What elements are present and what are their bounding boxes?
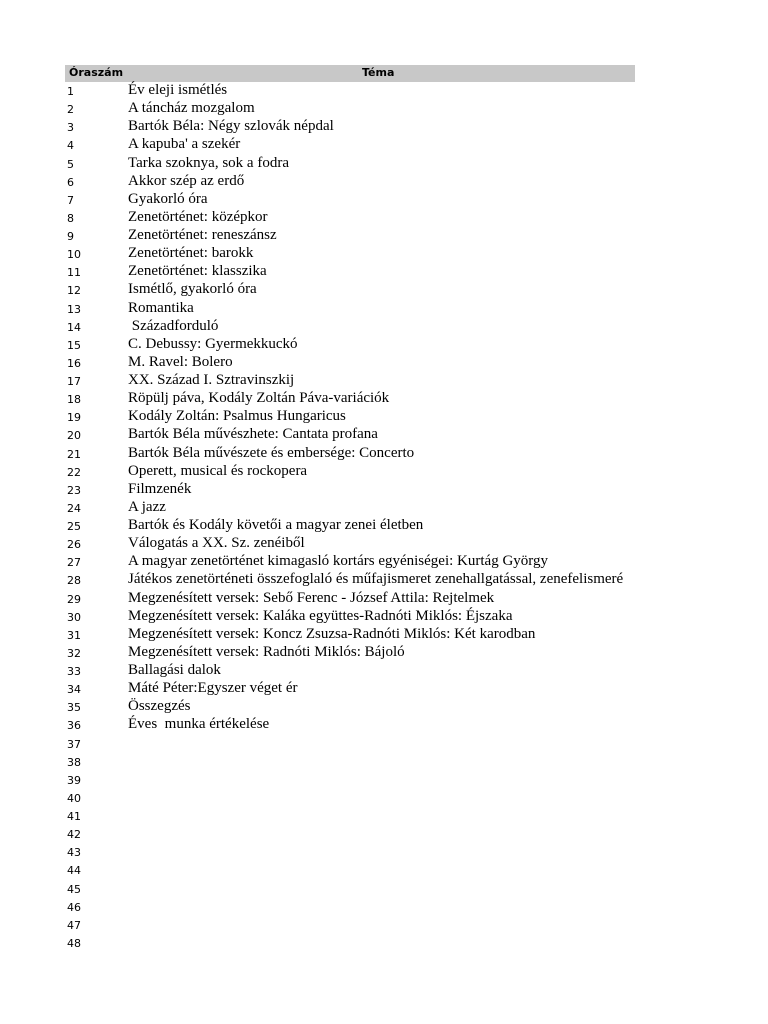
table-row <box>0 934 768 952</box>
table-row <box>0 173 768 191</box>
table-row <box>0 463 768 481</box>
table-row <box>0 680 768 698</box>
table-row <box>0 861 768 879</box>
table-header <box>65 65 635 82</box>
row-number: 6 <box>67 175 74 189</box>
row-topic: Megzenésített versek: Koncz Zsuzsa-Radnóti Miklós: Két karodban <box>128 625 536 642</box>
table-row <box>0 789 768 807</box>
table-row <box>0 227 768 245</box>
row-topic: Megzenésített versek: Radnóti Miklós: Bájoló <box>128 643 405 660</box>
table-row <box>0 136 768 154</box>
row-number: 36 <box>67 719 81 733</box>
row-number: 16 <box>67 356 81 370</box>
table-row <box>0 300 768 318</box>
row-number: 15 <box>67 338 81 352</box>
table-row <box>0 698 768 716</box>
table-row <box>0 499 768 517</box>
table-row <box>0 898 768 916</box>
row-number: 5 <box>67 157 74 171</box>
row-number: 14 <box>67 320 81 334</box>
table-row <box>0 336 768 354</box>
row-topic: Zenetörténet: reneszánsz <box>128 227 277 243</box>
row-number: 8 <box>67 211 74 225</box>
row-number: 38 <box>67 755 81 769</box>
row-topic: Tarka szoknya, sok a fodra <box>128 154 289 171</box>
table-row <box>0 880 768 898</box>
table-row <box>0 82 768 100</box>
row-number: 3 <box>67 121 74 135</box>
row-topic: Bartók Béla művészete és embersége: Concerto <box>128 444 415 461</box>
row-topic: Éves munka értékelése <box>128 716 270 733</box>
row-topic: Röpülj páva, Kodály Zoltán Páva-variációk <box>128 390 390 407</box>
row-number: 19 <box>67 411 81 425</box>
table-row <box>0 735 768 753</box>
row-number: 11 <box>67 266 81 280</box>
table-row <box>0 408 768 426</box>
row-topic: Bartók Béla művészhete: Cantata profana <box>128 426 378 443</box>
table-row <box>0 390 768 408</box>
row-number: 2 <box>67 103 74 117</box>
row-topic: Akkor szép az erdő <box>128 172 245 189</box>
row-number: 40 <box>67 791 81 805</box>
table-row <box>0 354 768 372</box>
header-topic-label: Téma <box>362 66 395 79</box>
table-row <box>0 318 768 336</box>
table-row <box>0 590 768 608</box>
row-number: 9 <box>67 230 74 243</box>
table-row <box>0 426 768 444</box>
table-row <box>0 662 768 680</box>
row-topic: C. Debussy: Gyermekkuckó <box>128 335 298 352</box>
row-number: 48 <box>67 936 81 950</box>
row-topic: Bartók és Kodály követői a magyar zenei életben <box>128 517 424 533</box>
row-topic: Megzenésített versek: Kaláka együttes-Radnóti Miklós: Éjszaka <box>128 607 513 624</box>
table-row <box>0 553 768 571</box>
table-row <box>0 716 768 734</box>
row-number: 34 <box>67 683 81 697</box>
row-number: 1 <box>67 85 74 98</box>
row-topic: Bartók Béla: Négy szlovák népdal <box>128 118 334 135</box>
row-topic: Kodály Zoltán: Psalmus Hungaricus <box>128 408 346 425</box>
row-topic: Máté Péter:Egyszer véget ér <box>128 680 298 697</box>
row-topic: A magyar zenetörténet kimagasló kortárs egyéniségei: Kurtág György <box>128 553 549 570</box>
table-row <box>0 916 768 934</box>
row-number: 28 <box>67 574 81 588</box>
table-row <box>0 263 768 281</box>
table-row <box>0 807 768 825</box>
table-row <box>0 753 768 771</box>
row-topic: Ballagási dalok <box>128 662 221 678</box>
row-topic: Gyakorló óra <box>128 190 208 207</box>
table-row <box>0 445 768 463</box>
table-body <box>0 82 768 952</box>
row-topic: XX. Század I. Sztravinszkij <box>128 372 295 388</box>
table-row <box>0 100 768 118</box>
table-row <box>0 155 768 173</box>
row-topic: Zenetörténet: középkor <box>128 208 268 225</box>
table-row <box>0 608 768 626</box>
row-number: 24 <box>67 501 81 515</box>
row-topic: Filmzenék <box>128 480 192 497</box>
row-topic: Év eleji ismétlés <box>128 82 228 98</box>
table-row <box>0 771 768 789</box>
table-row <box>0 372 768 390</box>
row-topic: Megzenésített versek: Sebő Ferenc - József Attila: Rejtelmek <box>128 589 495 606</box>
table-row <box>0 281 768 299</box>
row-number: 35 <box>67 701 81 715</box>
row-number: 18 <box>67 393 81 407</box>
row-topic: Romantika <box>128 299 194 316</box>
table-row <box>0 517 768 535</box>
row-number: 45 <box>67 882 81 896</box>
row-number: 7 <box>67 193 74 207</box>
row-topic: Játékos zenetörténeti összefoglaló és műfajismeret zenehallgatással, zenefelismeré <box>128 571 624 588</box>
table-row <box>0 118 768 136</box>
table-row <box>0 191 768 209</box>
table-row <box>0 535 768 553</box>
row-topic: A táncház mozgalom <box>128 100 255 117</box>
row-number: 12 <box>67 284 81 298</box>
row-number: 26 <box>67 538 81 552</box>
row-number: 21 <box>67 447 81 461</box>
row-topic: A jazz <box>128 498 166 515</box>
row-topic: Századforduló <box>128 317 219 334</box>
table-row <box>0 825 768 843</box>
table-row <box>0 245 768 263</box>
row-topic: M. Ravel: Bolero <box>128 353 233 370</box>
row-topic: Zenetörténet: barokk <box>128 245 254 262</box>
row-number: 22 <box>67 465 81 479</box>
row-number: 13 <box>67 302 81 316</box>
row-topic: Zenetörténet: klasszika <box>128 263 267 280</box>
row-number: 23 <box>67 483 81 497</box>
row-number: 32 <box>67 646 81 660</box>
row-number: 20 <box>67 429 81 443</box>
row-number: 17 <box>67 375 81 388</box>
table-row <box>0 626 768 644</box>
row-number: 33 <box>67 665 81 678</box>
table-row <box>0 843 768 861</box>
row-number: 10 <box>67 248 81 262</box>
row-number: 46 <box>67 900 81 914</box>
row-number: 27 <box>67 556 81 570</box>
table-row <box>0 209 768 227</box>
row-number: 4 <box>67 139 74 153</box>
row-number: 42 <box>67 828 81 842</box>
table-row <box>0 644 768 662</box>
row-number: 41 <box>67 810 81 823</box>
row-number: 39 <box>67 773 81 787</box>
row-number: 43 <box>67 846 81 860</box>
row-number: 31 <box>67 628 81 642</box>
row-number: 29 <box>67 592 81 606</box>
row-topic: Operett, musical és rockopera <box>128 462 308 479</box>
row-topic: A kapuba' a szekér <box>128 136 241 153</box>
row-number: 30 <box>67 610 81 624</box>
row-topic: Ismétlő, gyakorló óra <box>128 281 257 298</box>
row-number: 25 <box>67 520 81 533</box>
row-topic: Összegzés <box>128 698 191 715</box>
row-number: 47 <box>67 918 81 932</box>
table-row <box>0 571 768 589</box>
row-number: 37 <box>67 737 81 751</box>
row-number: 44 <box>67 864 81 878</box>
row-topic: Válogatás a XX. Sz. zenéiből <box>128 535 305 552</box>
header-number-label: Óraszám <box>69 66 124 79</box>
table-row <box>0 481 768 499</box>
